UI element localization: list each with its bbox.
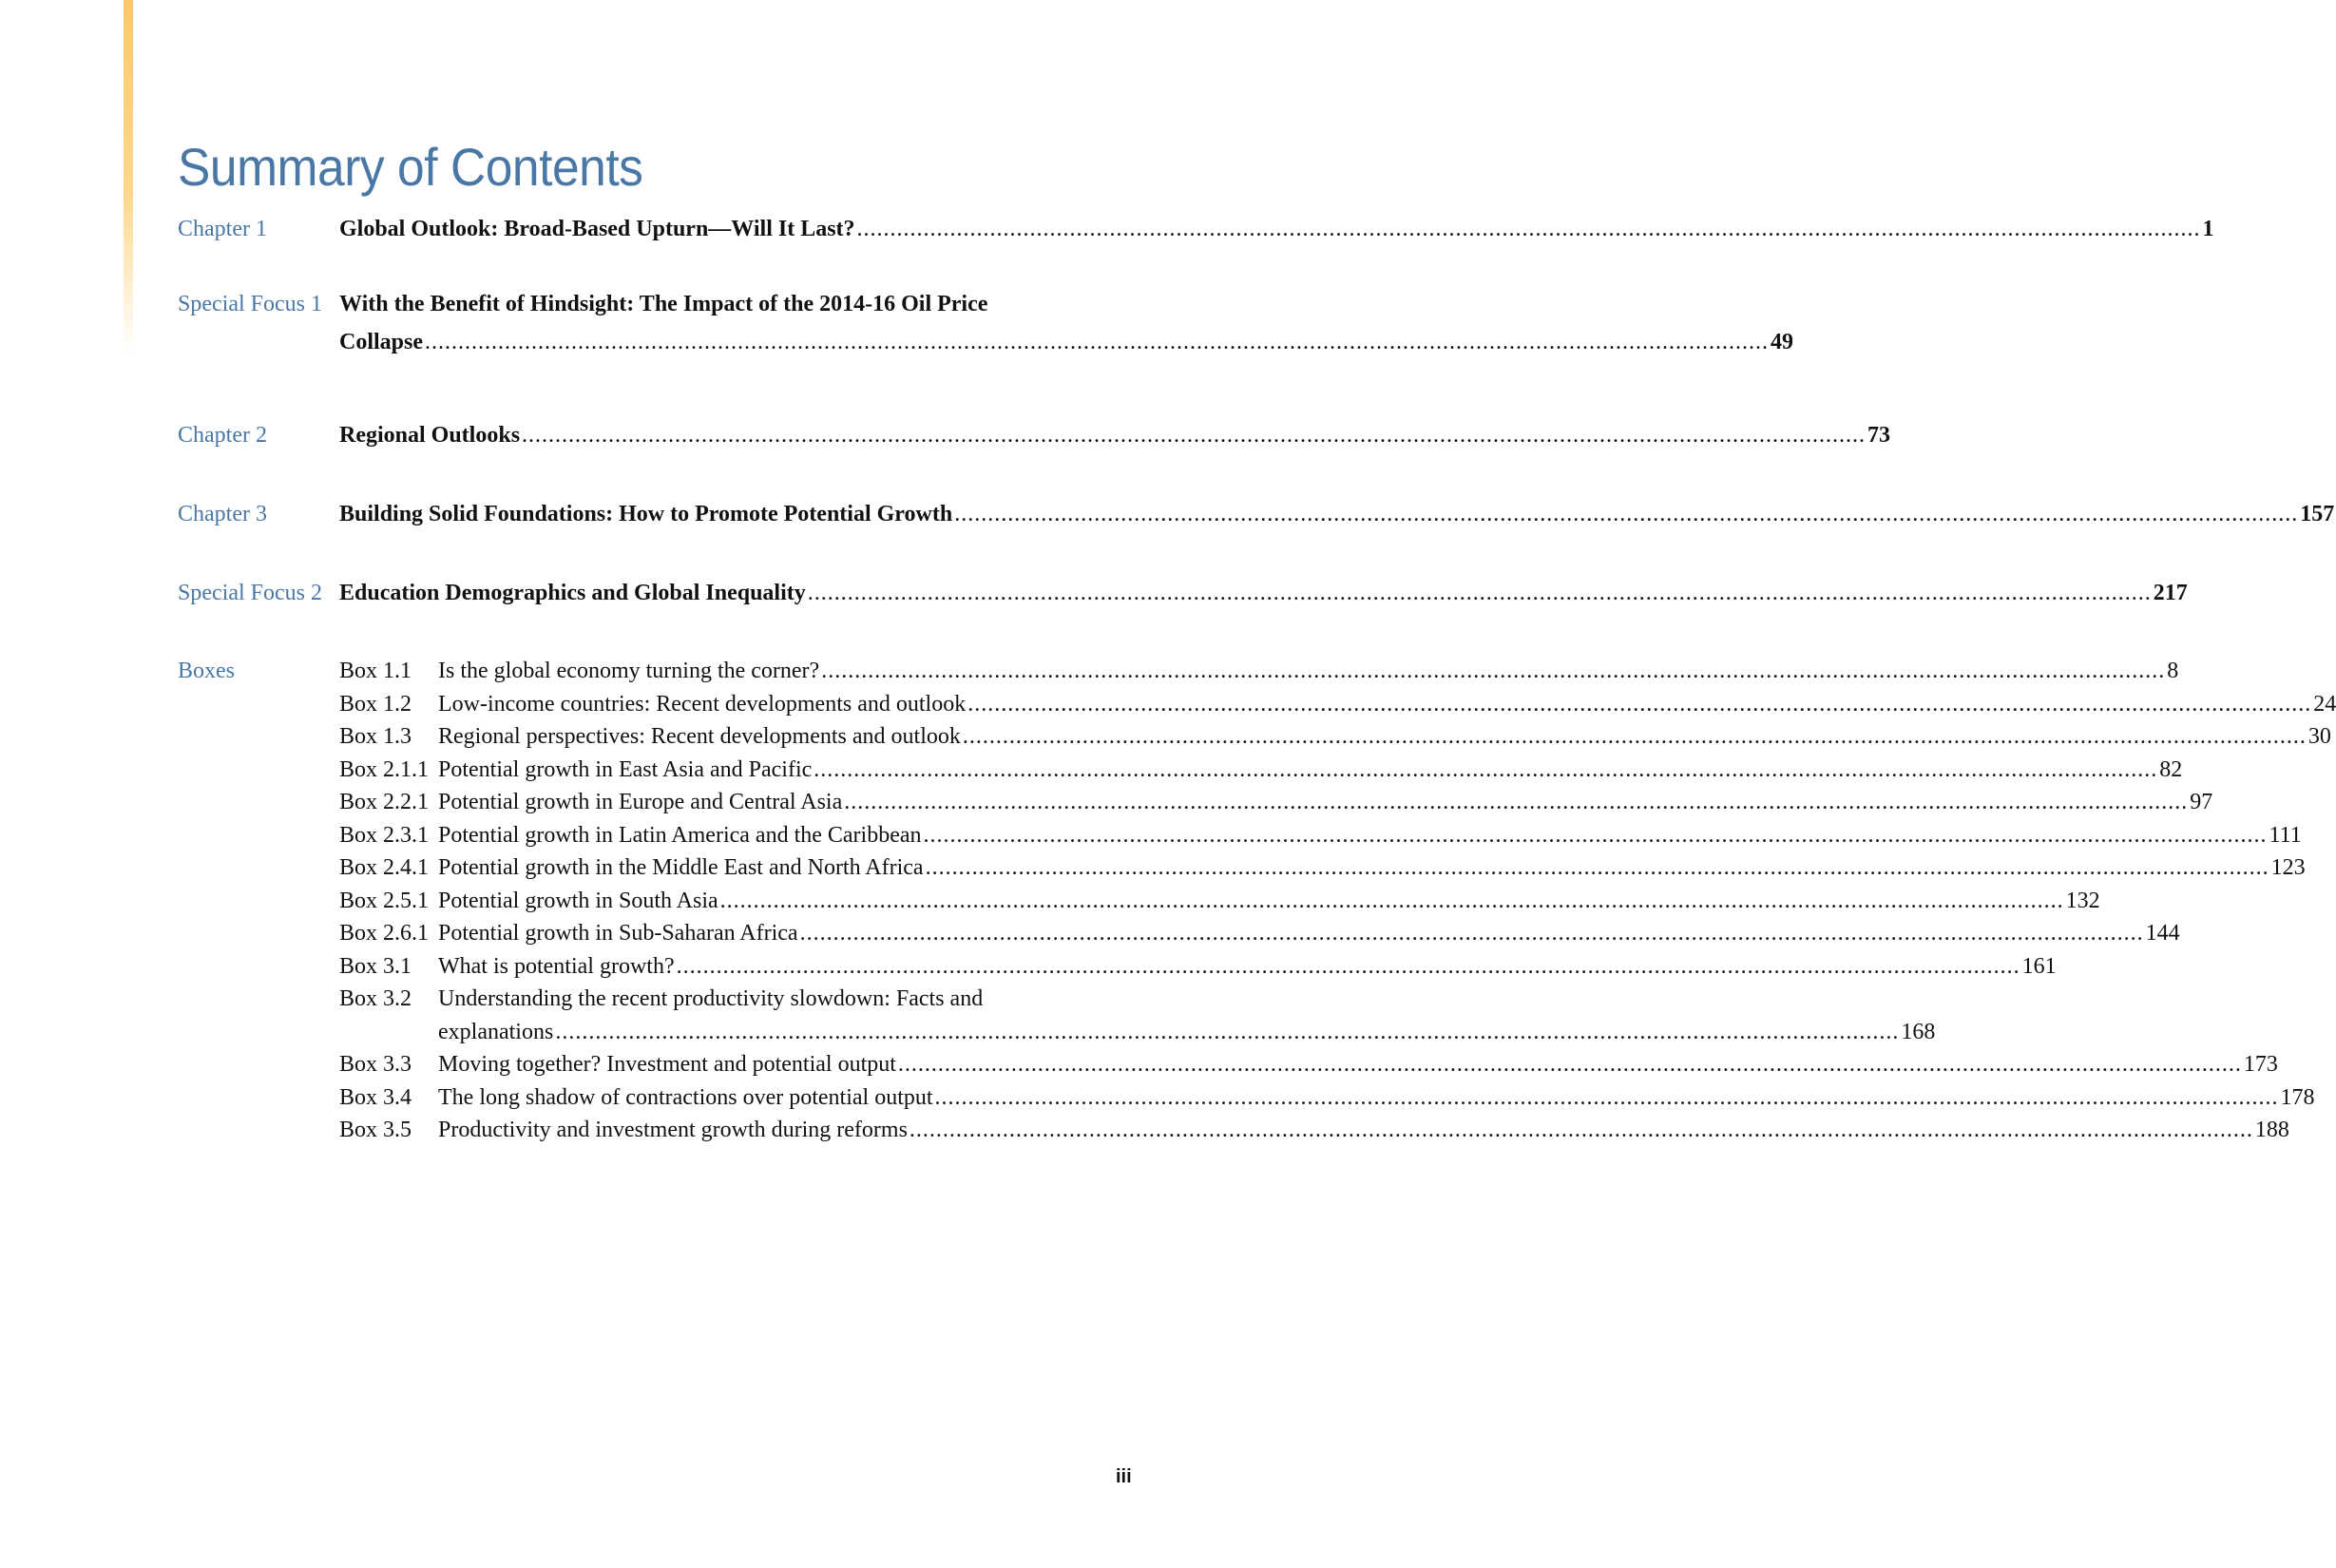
box-number: Box 3.5 bbox=[339, 1118, 412, 1142]
box-entry[interactable] bbox=[339, 1081, 2315, 1115]
box-title: Potential growth in South Asia bbox=[438, 888, 718, 913]
entry-title: Building Solid Foundations: How to Promote Potential Growth bbox=[339, 502, 953, 526]
entry-label: Chapter 3 bbox=[178, 502, 267, 526]
entry-label: Special Focus 1 bbox=[178, 292, 322, 316]
entry-body bbox=[339, 416, 1891, 454]
box-page: 144 bbox=[2145, 921, 2180, 946]
box-number: Box 3.3 bbox=[339, 1052, 412, 1077]
box-page: 168 bbox=[1901, 1019, 1936, 1044]
dot-leader bbox=[935, 1081, 2279, 1115]
entry-page: 49 bbox=[1771, 330, 1794, 354]
box-page: 97 bbox=[2190, 790, 2213, 814]
dot-leader bbox=[814, 754, 2157, 787]
entry-body bbox=[339, 495, 2335, 533]
box-number: Box 2.1.1 bbox=[339, 756, 430, 782]
entry-page: 73 bbox=[1867, 423, 1891, 448]
entry-page: 217 bbox=[2153, 581, 2188, 605]
box-entry[interactable] bbox=[339, 851, 2306, 885]
entry-page: 157 bbox=[2300, 502, 2335, 526]
entry-body bbox=[339, 285, 1794, 361]
dot-leader bbox=[808, 574, 2152, 612]
box-title: Understanding the recent productivity slowdown: Facts and bbox=[438, 986, 984, 1011]
box-page: 30 bbox=[2307, 724, 2331, 749]
box-number: Box 3.1 bbox=[339, 953, 412, 979]
page-number: iii bbox=[1116, 1466, 1132, 1487]
box-entry[interactable] bbox=[339, 655, 2179, 688]
box-title: Productivity and investment growth during reforms bbox=[438, 1118, 908, 1142]
box-page: 161 bbox=[2021, 953, 2057, 979]
box-entry[interactable] bbox=[339, 1048, 2278, 1081]
page-title: Summary of Contents bbox=[178, 137, 643, 197]
box-page: 173 bbox=[2243, 1052, 2278, 1077]
box-title: Potential growth in the Middle East and North Africa bbox=[438, 855, 924, 880]
box-page: 178 bbox=[2280, 1084, 2315, 1110]
dot-leader bbox=[954, 495, 2298, 533]
accent-bar bbox=[124, 0, 133, 352]
dot-leader bbox=[720, 885, 2064, 918]
box-entry[interactable] bbox=[339, 1114, 2289, 1147]
box-number: Box 3.4 bbox=[339, 1084, 412, 1110]
box-page: 82 bbox=[2159, 756, 2183, 782]
box-page: 111 bbox=[2269, 822, 2302, 848]
box-page: 188 bbox=[2254, 1118, 2289, 1142]
box-number: Box 1.3 bbox=[339, 724, 412, 749]
box-title: Potential growth in Sub-Saharan Africa bbox=[438, 921, 798, 946]
entry-body bbox=[339, 574, 2188, 612]
box-entry[interactable] bbox=[339, 720, 2331, 754]
dot-leader bbox=[857, 210, 2201, 248]
entry-label: Chapter 1 bbox=[178, 217, 267, 241]
box-title: Moving together? Investment and potential output bbox=[438, 1052, 896, 1077]
dot-leader bbox=[555, 1016, 1899, 1049]
box-number: Box 2.5.1 bbox=[339, 888, 430, 913]
dot-leader bbox=[821, 655, 2165, 688]
dot-leader bbox=[963, 720, 2307, 754]
entry-label: Special Focus 2 bbox=[178, 581, 322, 605]
dot-leader bbox=[800, 917, 2144, 950]
box-page: 123 bbox=[2270, 855, 2306, 880]
box-page: 132 bbox=[2065, 888, 2100, 913]
dot-leader bbox=[522, 416, 1866, 454]
box-entry[interactable] bbox=[339, 786, 2213, 819]
box-entry[interactable] bbox=[339, 688, 2336, 721]
entry-body bbox=[339, 210, 2214, 248]
dot-leader bbox=[924, 819, 2268, 852]
entry-label: Chapter 2 bbox=[178, 423, 267, 448]
box-entry[interactable] bbox=[339, 754, 2183, 787]
dot-leader bbox=[677, 950, 2020, 984]
box-entry[interactable] bbox=[339, 950, 2057, 984]
box-title: Potential growth in East Asia and Pacific bbox=[438, 756, 813, 782]
boxes-label: Boxes bbox=[178, 659, 235, 683]
box-number: Box 3.2 bbox=[339, 986, 412, 1011]
dot-leader bbox=[425, 323, 1769, 361]
box-number: Box 2.3.1 bbox=[339, 822, 430, 848]
box-number: Box 1.2 bbox=[339, 691, 412, 717]
box-entry[interactable] bbox=[339, 819, 2302, 852]
dot-leader bbox=[844, 786, 2188, 819]
box-title: Potential growth in Europe and Central Asia bbox=[438, 790, 843, 814]
box-entry[interactable] bbox=[339, 885, 2100, 918]
entry-title: Regional Outlooks bbox=[339, 423, 521, 448]
box-page: 8 bbox=[2167, 659, 2179, 683]
entry-page: 1 bbox=[2202, 217, 2214, 241]
box-title: Regional perspectives: Recent developments and outlook bbox=[438, 724, 961, 749]
box-title: The long shadow of contractions over potential output bbox=[438, 1084, 933, 1110]
box-entry[interactable] bbox=[339, 917, 2180, 950]
box-number: Box 2.4.1 bbox=[339, 855, 430, 880]
box-title: What is potential growth? bbox=[438, 953, 675, 979]
entry-title: With the Benefit of Hindsight: The Impact of the 2014-16 Oil Price bbox=[339, 292, 988, 316]
entry-title-continued: Collapse bbox=[339, 330, 424, 354]
box-number: Box 2.2.1 bbox=[339, 790, 430, 814]
box-entry[interactable] bbox=[339, 983, 1936, 1048]
box-number: Box 2.6.1 bbox=[339, 921, 430, 946]
dot-leader bbox=[967, 688, 2311, 721]
dot-leader bbox=[926, 851, 2269, 885]
box-title-continued: explanations bbox=[438, 1019, 554, 1044]
entry-title: Global Outlook: Broad-Based Upturn—Will It Last? bbox=[339, 217, 855, 241]
dot-leader bbox=[910, 1114, 2253, 1147]
box-title: Potential growth in Latin America and the Caribbean bbox=[438, 822, 922, 848]
box-number: Box 1.1 bbox=[339, 659, 412, 683]
entry-title: Education Demographics and Global Inequality bbox=[339, 581, 806, 605]
box-title: Low-income countries: Recent developments and outlook bbox=[438, 691, 967, 717]
box-page: 24 bbox=[2313, 691, 2336, 717]
box-list bbox=[339, 655, 2336, 1147]
dot-leader bbox=[898, 1048, 2242, 1081]
box-title: Is the global economy turning the corner? bbox=[438, 659, 820, 683]
